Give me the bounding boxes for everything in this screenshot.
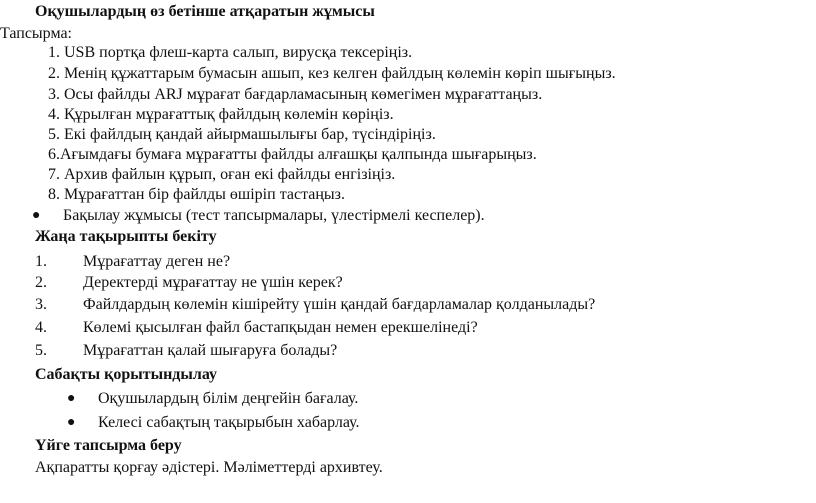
task-item: 1. USB портқа флеш-карта салып, вирусқа тексеріңіз. <box>48 44 413 61</box>
question-number: 4. <box>35 319 47 336</box>
question-text: Мұрағаттан қалай шығаруға болады? <box>83 342 338 359</box>
task-item: 7. Архив файлын құрып, оған екі файлды енгізіңіз. <box>48 166 396 183</box>
task-item: 5. Екі файлдың қандай айырмашылығы бар, түсіндіріңіз. <box>48 126 436 143</box>
control-bullet-text: Бақылау жұмысы (тест тапсырмалары, үлестірмелі кеспелер). <box>63 207 485 224</box>
bullet-icon: ● <box>32 208 41 223</box>
summary-bullet: Оқушылардың білім деңгейін бағалау. <box>98 390 359 407</box>
task-item: 4. Құрылған мұрағаттық файлдың көлемін көріңіз. <box>48 106 394 123</box>
bullet-icon: ● <box>67 415 76 430</box>
question-number: 3. <box>35 296 47 313</box>
task-item: 2. Менің құжаттарым бумасын ашып, кез келген файлдың көлемін көріп шығыңыз. <box>48 65 616 82</box>
task-item: 8. Мұрағаттан бір файлды өшіріп тастаңыз. <box>48 186 345 203</box>
question-text: Файлдардың көлемін кішірейту үшін қандай бағдарламалар қолданылады? <box>83 296 596 313</box>
question-text: Деректерді мұрағаттау не үшін керек? <box>83 274 343 291</box>
page-title: Оқушылардың өз бетінше атқаратын жұмысы <box>35 3 375 20</box>
reinforce-heading: Жаңа тақырыпты бекіту <box>35 228 217 245</box>
question-number: 5. <box>35 342 47 359</box>
summary-bullet: Келесі сабақтың тақырыбын хабарлау. <box>98 414 360 431</box>
task-label: Тапсырма: <box>0 25 72 42</box>
summary-heading: Сабақты қорытындылау <box>35 366 218 383</box>
task-item: 6.Ағымдағы бумаға мұрағатты файлды алғашқы қалпында шығарыңыз. <box>48 146 537 163</box>
question-text: Мұрағаттау деген не? <box>83 253 231 270</box>
bullet-icon: ● <box>67 391 76 406</box>
homework-heading: Үйге тапсырма беру <box>35 437 182 454</box>
question-number: 2. <box>35 274 47 291</box>
task-item: 3. Осы файлды ARJ мұрағат бағдарламасының көмегімен мұрағаттаңыз. <box>48 86 543 103</box>
question-number: 1. <box>35 253 47 270</box>
homework-text: Ақпаратты қорғау әдістері. Мәліметтерді архивтеу. <box>35 459 383 476</box>
question-text: Көлемі қысылған файл бастапқыдан немен ерекшелінеді? <box>83 319 478 336</box>
